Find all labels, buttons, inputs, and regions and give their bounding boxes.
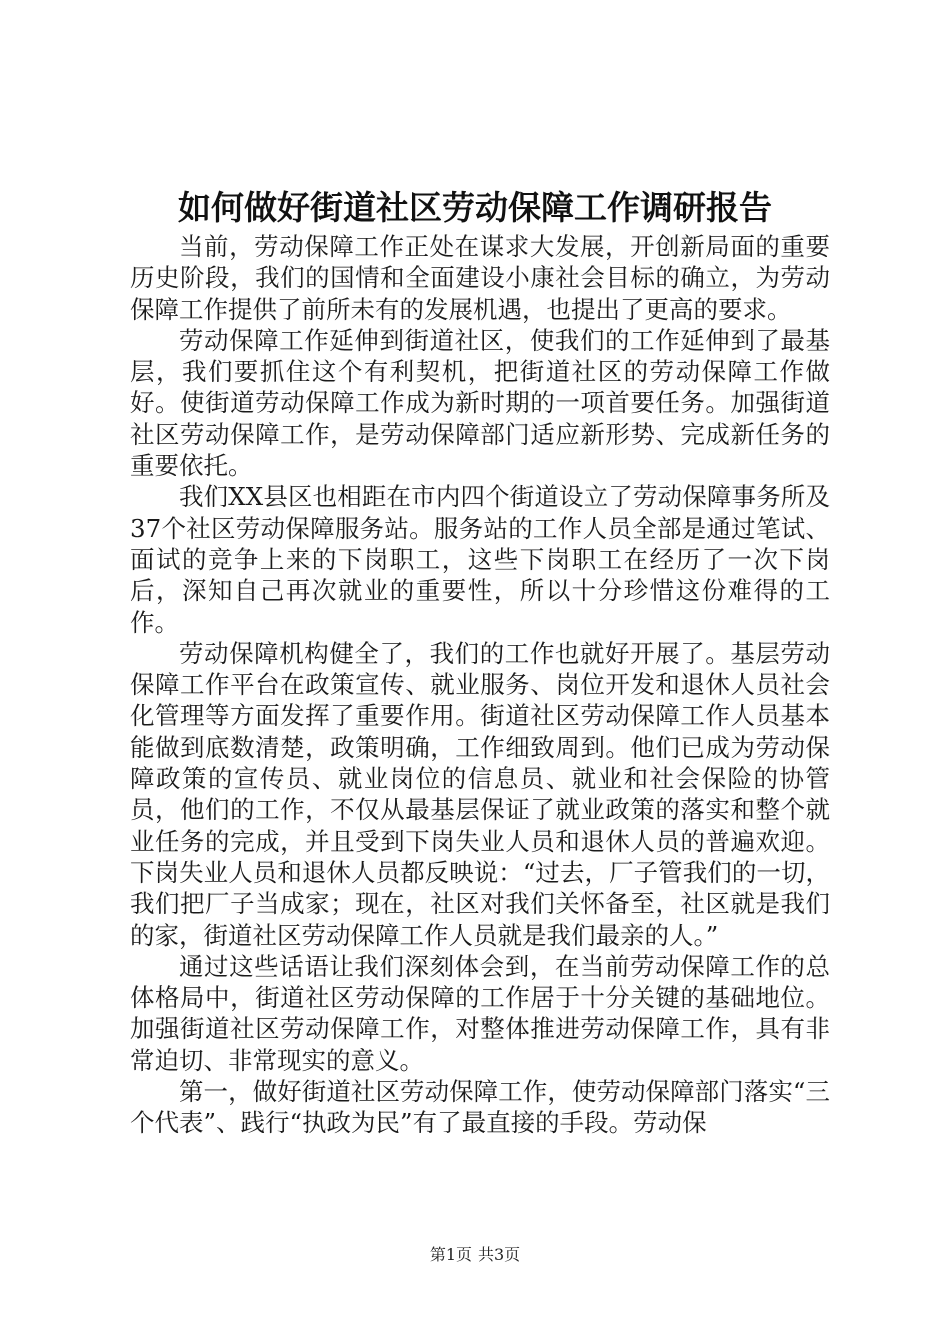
- paragraph-6: 第一，做好街道社区劳动保障工作，使劳动保障部门落实“三个代表”、践行“执政为民”有了最直接的手段。劳动保: [130, 1077, 830, 1138]
- document-body: [130, 231, 830, 1139]
- paragraph-2: 劳动保障工作延伸到街道社区，使我们的工作延伸到了最基层，我们要抓住这个有利契机，把街道社区的劳动保障工作做好。使街道劳动保障工作成为新时期的一项首要任务。加强街道社区劳动保障工作，是劳动保障部门适应新形势、完成新任务的重要依托。: [130, 325, 830, 481]
- paragraph-5: 通过这些话语让我们深刻体会到，在当前劳动保障工作的总体格局中，街道社区劳动保障的工作居于十分关键的基础地位。加强街道社区劳动保障工作，对整体推进劳动保障工作，具有非常迫切、非常现实的意义。: [130, 951, 830, 1075]
- paragraph-1: 当前，劳动保障工作正处在谋求大发展，开创新局面的重要历史阶段，我们的国情和全面建设小康社会目标的确立，为劳动保障工作提供了前所未有的发展机遇，也提出了更高的要求。: [130, 232, 830, 324]
- page-footer: [0, 1244, 950, 1266]
- paragraph-3: 我们XX县区也相距在市内四个街道设立了劳动保障事务所及37个社区劳动保障服务站。服务站的工作人员全部是通过笔试、面试的竞争上来的下岗职工，这些下岗职工在经历了一次下岗后，深知自己再次就业的重要性，所以十分珍惜这份难得的工作。: [130, 482, 830, 637]
- page-number: 第1页: [429, 1245, 472, 1264]
- paragraph-4: 劳动保障机构健全了，我们的工作也就好开展了。基层劳动保障工作平台在政策宣传、就业服务、岗位开发和退休人员社会化管理等方面发挥了重要作用。街道社区劳动保障工作人员基本能做到底数清楚，政策明确，工作细致周到。他们已成为劳动保障政策的宣传员、就业岗位的信息员、就业和社会保险的协管员，他们的工作，不仅从最基层保证了就业政策的落实和整个就业任务的完成，并且受到下岗失业人员和退休人员的普遍欢迎。下岗失业人员和退休人员都反映说：“过去，厂子管我们的一切，我们把厂子当成家；现在，社区对我们关怀备至，社区就是我们的家，街道社区劳动保障工作人员就是我们最亲的人。”: [130, 638, 830, 950]
- document-title: 如何做好街道社区劳动保障工作调研报告: [178, 188, 772, 227]
- page-total: 共3页: [478, 1245, 521, 1264]
